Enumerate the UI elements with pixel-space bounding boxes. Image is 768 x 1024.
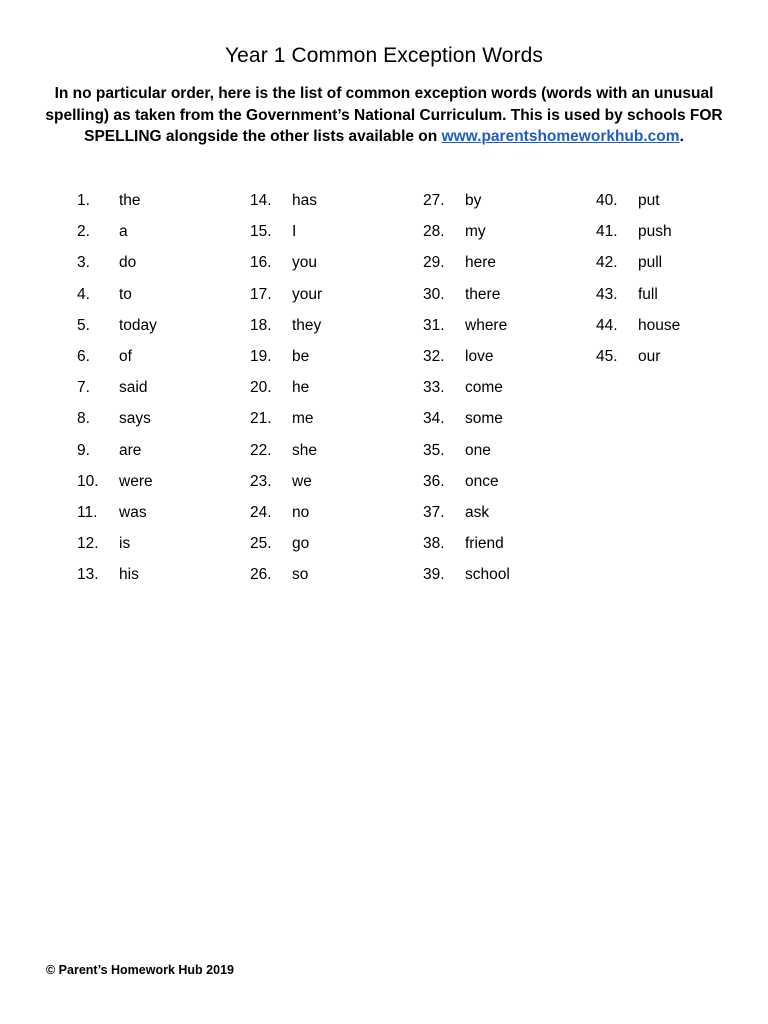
word-number: 5. xyxy=(77,316,90,334)
word-number: 41. xyxy=(596,223,618,241)
word-number: 19. xyxy=(250,347,272,365)
word-number: 23. xyxy=(250,472,272,490)
word-list-item xyxy=(77,533,247,564)
word-text: of xyxy=(119,347,132,365)
word-text: full xyxy=(638,285,658,303)
word-number: 2. xyxy=(77,223,90,241)
intro-end: . xyxy=(679,128,684,145)
word-list-item xyxy=(250,221,420,252)
word-list-item xyxy=(423,440,593,471)
word-list-item xyxy=(250,315,420,346)
word-text: his xyxy=(119,566,139,584)
word-text: the xyxy=(119,192,141,209)
word-text: I xyxy=(292,223,297,241)
word-number: 7. xyxy=(77,379,90,397)
word-list-item xyxy=(423,284,593,315)
word-text: our xyxy=(638,347,661,365)
word-text: we xyxy=(292,472,312,490)
word-text: come xyxy=(465,379,503,397)
word-number: 16. xyxy=(250,254,272,272)
word-list-item xyxy=(423,315,593,346)
word-text: you xyxy=(292,254,317,272)
word-text: once xyxy=(465,472,499,490)
word-list-item xyxy=(77,408,247,439)
word-number: 38. xyxy=(423,535,445,553)
word-list-item xyxy=(423,408,593,439)
word-list-item xyxy=(250,252,420,283)
word-text: by xyxy=(465,192,482,209)
word-text: put xyxy=(638,192,660,209)
word-list-item xyxy=(250,346,420,377)
word-list-item xyxy=(596,346,766,377)
word-number: 43. xyxy=(596,285,618,303)
word-list-item xyxy=(423,533,593,564)
word-number: 8. xyxy=(77,410,90,428)
word-text: has xyxy=(292,192,317,209)
word-number: 14. xyxy=(250,192,272,209)
word-number: 28. xyxy=(423,223,445,241)
word-text: your xyxy=(292,285,323,303)
word-list-item xyxy=(77,377,247,408)
word-number: 9. xyxy=(77,441,90,459)
word-list-item xyxy=(77,440,247,471)
word-text: love xyxy=(465,347,494,365)
word-column xyxy=(77,190,247,595)
word-list-item xyxy=(77,284,247,315)
word-number: 13. xyxy=(77,566,99,584)
word-list-item xyxy=(423,471,593,502)
word-list-item xyxy=(423,190,593,221)
word-number: 1. xyxy=(77,192,90,209)
word-list-item xyxy=(596,221,766,252)
word-text: today xyxy=(119,316,157,334)
word-column xyxy=(596,190,766,377)
word-list-item xyxy=(250,190,420,221)
page-title: Year 1 Common Exception Words xyxy=(224,44,544,67)
word-number: 6. xyxy=(77,347,90,365)
word-text: school xyxy=(465,566,510,584)
word-number: 45. xyxy=(596,347,618,365)
word-text: to xyxy=(119,285,132,303)
word-list-item xyxy=(250,471,420,502)
word-text: ask xyxy=(465,503,490,521)
word-number: 4. xyxy=(77,285,90,303)
word-text: some xyxy=(465,410,503,428)
word-number: 36. xyxy=(423,472,445,490)
word-number: 11. xyxy=(77,503,98,521)
word-text: me xyxy=(292,410,314,428)
word-list-item xyxy=(250,564,420,595)
word-list-item xyxy=(250,440,420,471)
word-list-item xyxy=(77,315,247,346)
word-list-item xyxy=(423,564,593,595)
word-list-item xyxy=(423,377,593,408)
word-list-item xyxy=(250,284,420,315)
word-text: a xyxy=(119,223,128,241)
word-list-item xyxy=(596,315,766,346)
word-text: said xyxy=(119,379,148,397)
intro-text: In no particular order, here is the list of common exception words (words with an unusual spelling) as taken from the Government’s National Curriculum. This is used by schools FOR SPELLING alongside the other lists available on xyxy=(45,85,723,145)
word-list-item xyxy=(596,190,766,221)
word-number: 26. xyxy=(250,566,272,584)
word-number: 15. xyxy=(250,223,272,241)
word-number: 44. xyxy=(596,316,618,334)
website-link[interactable]: www.parentshomeworkhub.com xyxy=(441,128,680,145)
word-list-item xyxy=(77,502,247,533)
word-number: 24. xyxy=(250,503,272,521)
word-text: friend xyxy=(465,535,504,553)
word-list-item xyxy=(250,533,420,564)
word-number: 39. xyxy=(423,566,445,584)
word-list-item xyxy=(77,221,247,252)
word-list-item xyxy=(423,346,593,377)
word-text: my xyxy=(465,223,486,241)
word-number: 27. xyxy=(423,192,445,209)
word-text: pull xyxy=(638,254,663,272)
word-text: was xyxy=(119,503,147,521)
word-list-item xyxy=(423,252,593,283)
word-number: 3. xyxy=(77,254,90,272)
word-list-item xyxy=(77,471,247,502)
word-number: 40. xyxy=(596,192,618,209)
word-text: are xyxy=(119,441,142,459)
word-number: 30. xyxy=(423,285,445,303)
word-list-item xyxy=(77,564,247,595)
word-column xyxy=(250,190,420,595)
word-text: they xyxy=(292,316,322,334)
word-list-item xyxy=(423,502,593,533)
word-text: were xyxy=(119,472,153,490)
word-list-item xyxy=(596,284,766,315)
word-text: do xyxy=(119,254,137,272)
word-number: 22. xyxy=(250,441,272,459)
word-list-item xyxy=(250,502,420,533)
word-text: he xyxy=(292,379,310,397)
word-text: she xyxy=(292,441,317,459)
word-number: 12. xyxy=(77,535,99,553)
word-number: 37. xyxy=(423,503,445,521)
word-number: 32. xyxy=(423,347,445,365)
word-text: so xyxy=(292,566,309,584)
word-list-item xyxy=(423,221,593,252)
word-list-item xyxy=(77,252,247,283)
copyright-footer: © Parent’s Homework Hub 2019 xyxy=(46,963,234,977)
word-text: says xyxy=(119,410,151,428)
word-text: go xyxy=(292,535,310,553)
word-number: 21. xyxy=(250,410,272,428)
word-number: 25. xyxy=(250,535,272,553)
word-number: 31. xyxy=(423,316,445,334)
word-list-item xyxy=(77,190,247,221)
intro-paragraph xyxy=(30,83,738,148)
word-text: here xyxy=(465,254,497,272)
word-text: house xyxy=(638,316,681,334)
word-columns xyxy=(0,190,768,610)
word-text: is xyxy=(119,535,131,553)
word-list-item xyxy=(77,346,247,377)
word-list-item xyxy=(250,408,420,439)
word-text: no xyxy=(292,503,310,521)
word-number: 42. xyxy=(596,254,618,272)
word-number: 18. xyxy=(250,316,272,334)
word-text: push xyxy=(638,223,672,241)
word-number: 34. xyxy=(423,410,445,428)
word-number: 20. xyxy=(250,379,272,397)
word-number: 17. xyxy=(250,285,272,303)
word-text: where xyxy=(465,316,508,334)
word-text: one xyxy=(465,441,491,459)
word-number: 29. xyxy=(423,254,445,272)
word-number: 10. xyxy=(77,472,99,490)
word-text: there xyxy=(465,285,501,303)
word-list-item xyxy=(596,252,766,283)
word-list-item xyxy=(250,377,420,408)
word-column xyxy=(423,190,593,595)
word-number: 33. xyxy=(423,379,445,397)
word-text: be xyxy=(292,347,310,365)
word-number: 35. xyxy=(423,441,445,459)
